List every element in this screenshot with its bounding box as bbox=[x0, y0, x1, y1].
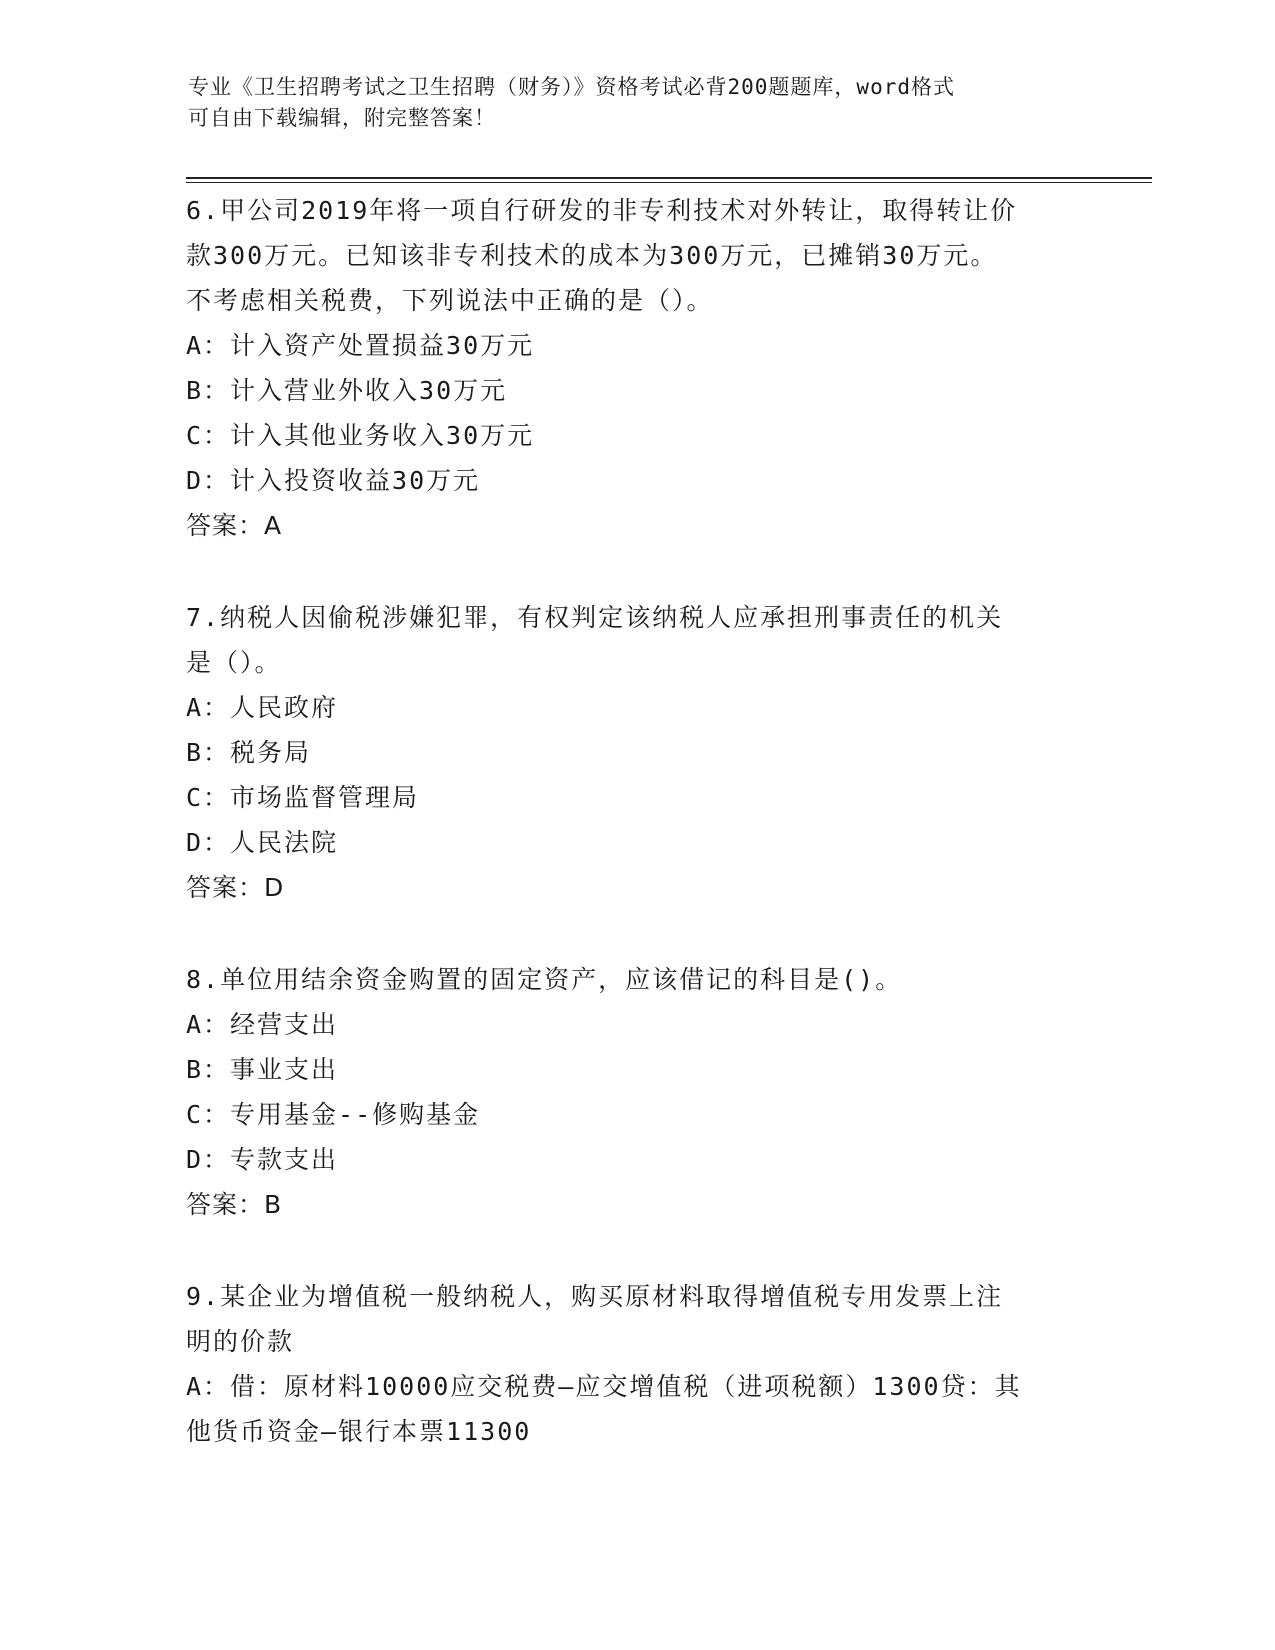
question-8 bbox=[186, 957, 1086, 1227]
question-9 bbox=[186, 1274, 1086, 1454]
question-9-stem-line-2: 明的价款 bbox=[186, 1327, 295, 1356]
question-6-option-a: A：计入资产处置损益30万元 bbox=[186, 331, 535, 360]
header-line-2: 可自由下载编辑，附完整答案！ bbox=[188, 106, 496, 130]
question-6 bbox=[186, 188, 1086, 548]
question-6-option-b: B：计入营业外收入30万元 bbox=[186, 376, 508, 405]
question-7-answer: 答案：D bbox=[186, 873, 285, 902]
question-8-option-d: D：专款支出 bbox=[186, 1145, 339, 1174]
question-6-answer: 答案：A bbox=[186, 511, 283, 540]
question-8-option-c: C：专用基金--修购基金 bbox=[186, 1100, 481, 1129]
question-7 bbox=[186, 595, 1086, 910]
question-6-option-c: C：计入其他业务收入30万元 bbox=[186, 421, 535, 450]
question-6-stem-line-2: 款300万元。已知该非专利技术的成本为300万元，已摊销30万元。 bbox=[186, 241, 998, 270]
document-header bbox=[188, 72, 1068, 134]
question-8-option-b: B：事业支出 bbox=[186, 1055, 339, 1084]
header-line-1: 专业《卫生招聘考试之卫生招聘（财务）》资格考试必背200题题库，word格式 bbox=[188, 75, 955, 99]
question-7-option-c: C：市场监督管理局 bbox=[186, 783, 420, 812]
question-7-option-b: B：税务局 bbox=[186, 738, 312, 767]
question-9-option-a-line-1: A：借：原材料10000应交税费—应交增值税（进项税额）1300贷：其 bbox=[186, 1372, 1022, 1401]
question-6-stem-line-1: 6.甲公司2019年将一项自行研发的非专利技术对外转让，取得转让价 bbox=[186, 196, 1018, 225]
question-6-option-d: D：计入投资收益30万元 bbox=[186, 466, 481, 495]
header-divider-thin bbox=[186, 182, 1152, 183]
question-7-stem-line-1: 7.纳税人因偷税涉嫌犯罪，有权判定该纳税人应承担刑事责任的机关 bbox=[186, 603, 1004, 632]
spacer bbox=[186, 548, 1086, 595]
question-8-answer: 答案：B bbox=[186, 1190, 283, 1219]
question-9-option-a-line-2: 他货币资金—银行本票11300 bbox=[186, 1417, 532, 1446]
question-7-option-a: A：人民政府 bbox=[186, 693, 339, 722]
question-7-option-d: D：人民法院 bbox=[186, 828, 339, 857]
spacer bbox=[186, 1227, 1086, 1274]
question-8-stem-line-1: 8.单位用结余资金购置的固定资产，应该借记的科目是()。 bbox=[186, 965, 903, 994]
question-6-stem-line-3: 不考虑相关税费，下列说法中正确的是（）。 bbox=[186, 286, 714, 315]
header-divider-thick bbox=[186, 177, 1152, 179]
question-list bbox=[186, 188, 1086, 1454]
question-9-stem-line-1: 9.某企业为增值税一般纳税人，购买原材料取得增值税专用发票上注 bbox=[186, 1282, 1004, 1311]
question-8-option-a: A：经营支出 bbox=[186, 1010, 339, 1039]
spacer bbox=[186, 910, 1086, 957]
question-7-stem-line-2: 是（）。 bbox=[186, 648, 282, 677]
